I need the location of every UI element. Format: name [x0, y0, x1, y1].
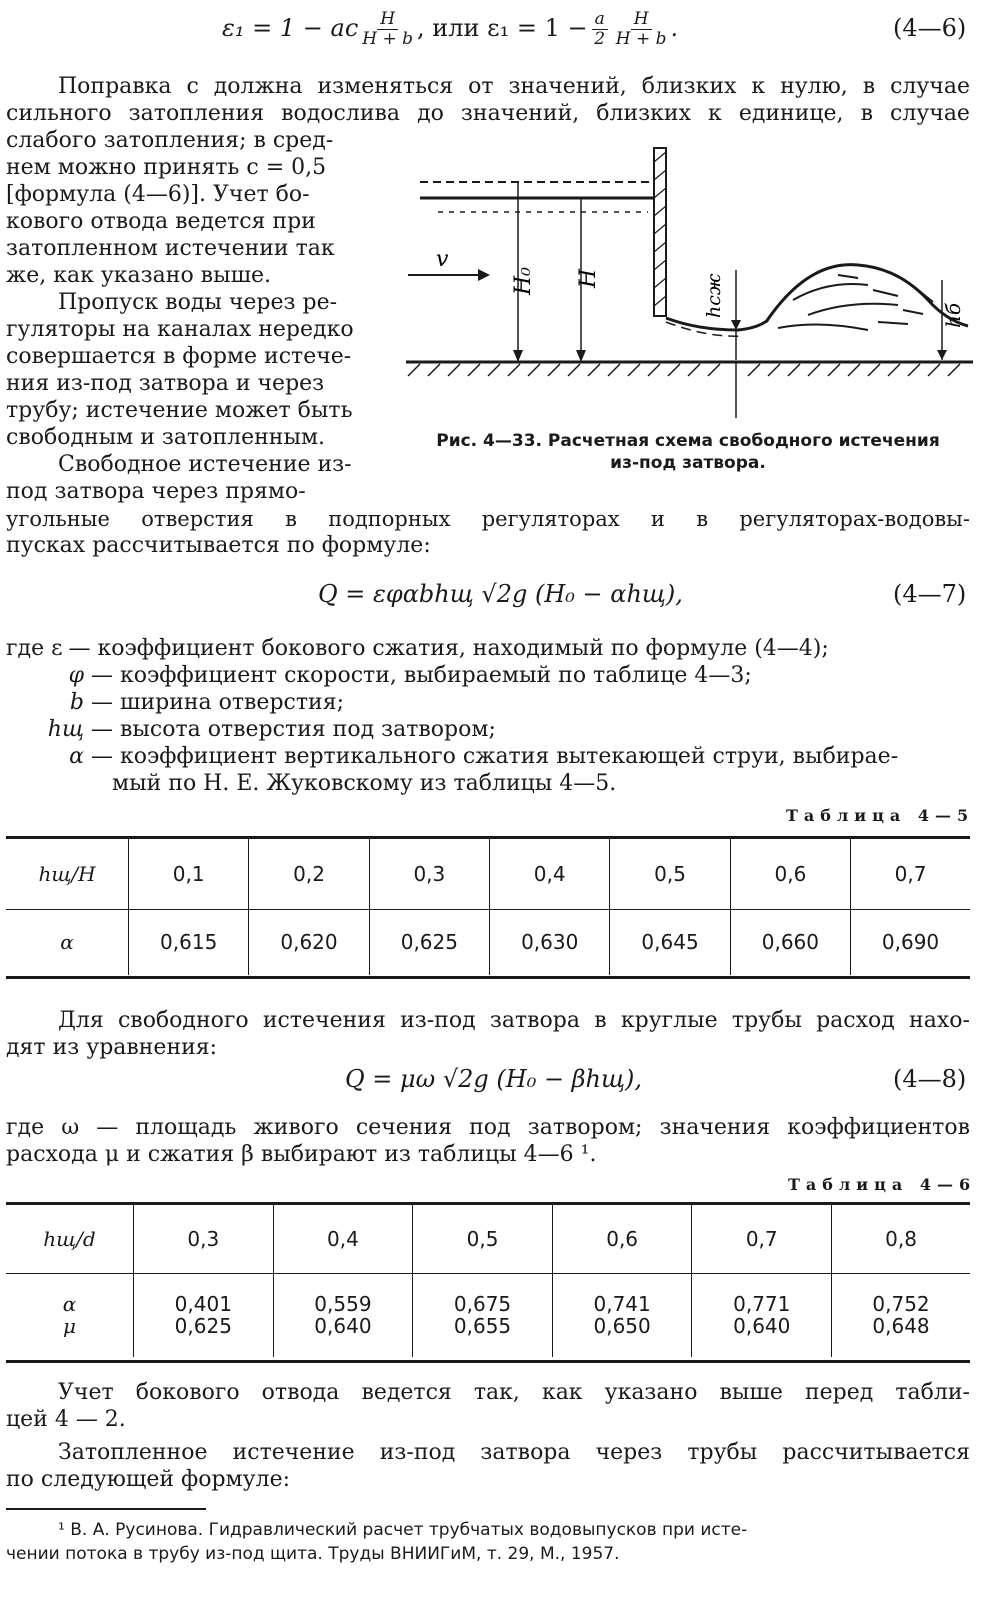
table-cell: hщ/H: [38, 861, 96, 886]
text-line: под затвора через прямо-: [6, 479, 306, 504]
table-cell: 0,7: [692, 1205, 832, 1273]
hydraulic-jump: [766, 265, 968, 326]
text-line: где ω — площадь живого сечения под затвором; значения коэффициентов: [6, 1115, 970, 1140]
table-cell: 0,660: [730, 909, 850, 975]
equation-4-7: Q = εφαbhщ √2g (H₀ − αhщ),: [318, 580, 683, 608]
text-line: совершается в форме истече-: [6, 344, 352, 369]
text-line: Затопленное истечение из-под затвора через трубы рассчитывается: [58, 1440, 970, 1465]
where-item: мый по Н. Е. Жуковскому из таблицы 4—5.: [112, 771, 617, 796]
text-line: угольные отверстия в подпорных регуляторах и в регуляторах-водовы-: [6, 507, 970, 531]
flow-under-gate-diagram: [398, 140, 978, 425]
text-line: [формула (4—6)]. Учет бо-: [6, 182, 310, 207]
jet-lower: [666, 318, 768, 330]
table-4-6: [6, 1205, 970, 1357]
table-label-4-6: Таблица 4—6: [788, 1175, 977, 1194]
table-cell: 0,6: [730, 839, 850, 909]
text-line: пусках рассчитывается по формуле:: [6, 533, 431, 558]
table-cell: hщ/d: [43, 1226, 96, 1251]
table-cell: 0,3: [369, 839, 489, 909]
table-cell: 0,4: [490, 839, 610, 909]
table-row: [6, 1273, 970, 1357]
table-cell: 0,6: [552, 1205, 692, 1273]
table-cell: 0,741 0,650: [552, 1273, 692, 1357]
table-cell: 0,625: [369, 909, 489, 975]
where-item: α — коэффициент вертикального сжатия вытекающей струи, выбирае-: [69, 744, 899, 769]
table-cell: 0,5: [610, 839, 730, 909]
label-hb: hб: [941, 302, 965, 328]
text-line: Пропуск воды через ре-: [58, 290, 338, 315]
table-row: [6, 839, 970, 909]
text-line: гуляторы на каналах нередко: [6, 317, 354, 342]
where-item: где ε — коэффициент бокового сжатия, находимый по формуле (4—4);: [6, 636, 829, 661]
text-line: Поправка c должна изменяться от значений, близких к нулю, в случае: [58, 74, 970, 99]
where-item: φ — коэффициент скорости, выбираемый по таблице 4—3;: [68, 663, 752, 688]
table-cell: 0,1: [129, 839, 249, 909]
equation-4-8: Q = μω √2g (H₀ − βhщ),: [345, 1065, 643, 1093]
table-cell: 0,675 0,655: [413, 1273, 553, 1357]
table-cell: 0,615: [129, 909, 249, 975]
table-cell: α μ: [62, 1292, 77, 1339]
figure-caption: Рис. 4—33. Расчетная схема свободного истечения из-под затвора.: [436, 431, 940, 473]
label-hcz: hсж: [703, 273, 725, 318]
table-cell: 0,645: [610, 909, 730, 975]
footnote-line: чении потока в трубу из-под щита. Труды ВНИИГиМ, т. 29, М., 1957.: [6, 1544, 620, 1564]
text-line: по следующей формуле:: [6, 1467, 291, 1492]
table-cell: 0,3: [134, 1205, 274, 1273]
table-label-4-5: Таблица 4—5: [786, 806, 975, 825]
text-line: трубу; истечение может быть: [6, 398, 353, 423]
table-cell: 0,752 0,648: [832, 1273, 970, 1357]
equation-number-4-7: (4—7): [893, 580, 967, 608]
equation-4-6: ε₁ = 1 − ac $\frac{H}{H + b}$ , или ε₁ = 1 − $\frac{a}{2}$ $\frac{H}{H + b}$ .: [222, 9, 679, 49]
text-line: затопленном истечении так: [6, 236, 335, 261]
text-line: кового отвода ведется при: [6, 209, 316, 234]
table-cell: 0,2: [249, 839, 369, 909]
text-line: дят из уравнения:: [6, 1035, 218, 1060]
table-cell: 0,620: [249, 909, 369, 975]
text-line: слабого затопления; в сред-: [6, 128, 334, 153]
table-cell: 0,7: [851, 839, 970, 909]
equation-number-4-8: (4—8): [893, 1065, 967, 1093]
footnote-rule: [6, 1508, 206, 1510]
table-cell: α: [60, 930, 74, 955]
table-cell: 0,5: [413, 1205, 553, 1273]
footnote-line: ¹ В. А. Русинова. Гидравлический расчет трубчатых водовыпусков при исте-: [58, 1520, 748, 1540]
table-cell: 0,559 0,640: [273, 1273, 413, 1357]
table-row: [6, 1205, 970, 1273]
text-line: Учет бокового отвода ведется так, как указано выше перед табли-: [58, 1380, 970, 1405]
table-cell: 0,8: [832, 1205, 970, 1273]
velocity-arrowhead: [478, 269, 490, 281]
text-line: сильного затопления водослива до значений, близких к единице, в случае: [6, 101, 970, 126]
text-line: ния из-под затвора и через: [6, 371, 325, 396]
table-cell: 0,690: [851, 909, 970, 975]
text-line: Для свободного истечения из-под затвора в круглые трубы расход нахо-: [58, 1008, 970, 1033]
label-v: v: [436, 247, 449, 272]
text-line: же, как указано выше.: [6, 263, 272, 288]
equation-number-4-6: (4—6): [893, 14, 967, 42]
label-h0: H₀: [511, 266, 536, 295]
where-item: hщ — высота отверстия под затвором;: [47, 717, 496, 742]
text-line: расхода μ и сжатия β выбирают из таблицы 4—6 ¹.: [6, 1142, 597, 1167]
text-line: цей 4 — 2.: [6, 1407, 126, 1432]
table-bottom-rule: [6, 976, 970, 979]
bed-hatching: [408, 364, 960, 376]
table-cell: 0,771 0,640: [692, 1273, 832, 1357]
label-h: H: [576, 268, 601, 288]
text-line: Свободное истечение из-: [58, 452, 352, 477]
table-4-5: [6, 839, 970, 975]
text-line: свободным и затопленным.: [6, 425, 326, 450]
table-cell: 0,4: [273, 1205, 413, 1273]
text-line: нем можно принять c = 0,5: [6, 155, 327, 180]
table-row: [6, 909, 970, 975]
table-cell: 0,401 0,625: [134, 1273, 274, 1357]
where-item: b — ширина отверстия;: [69, 690, 344, 715]
table-cell: 0,630: [490, 909, 610, 975]
table-bottom-rule: [6, 1360, 970, 1363]
